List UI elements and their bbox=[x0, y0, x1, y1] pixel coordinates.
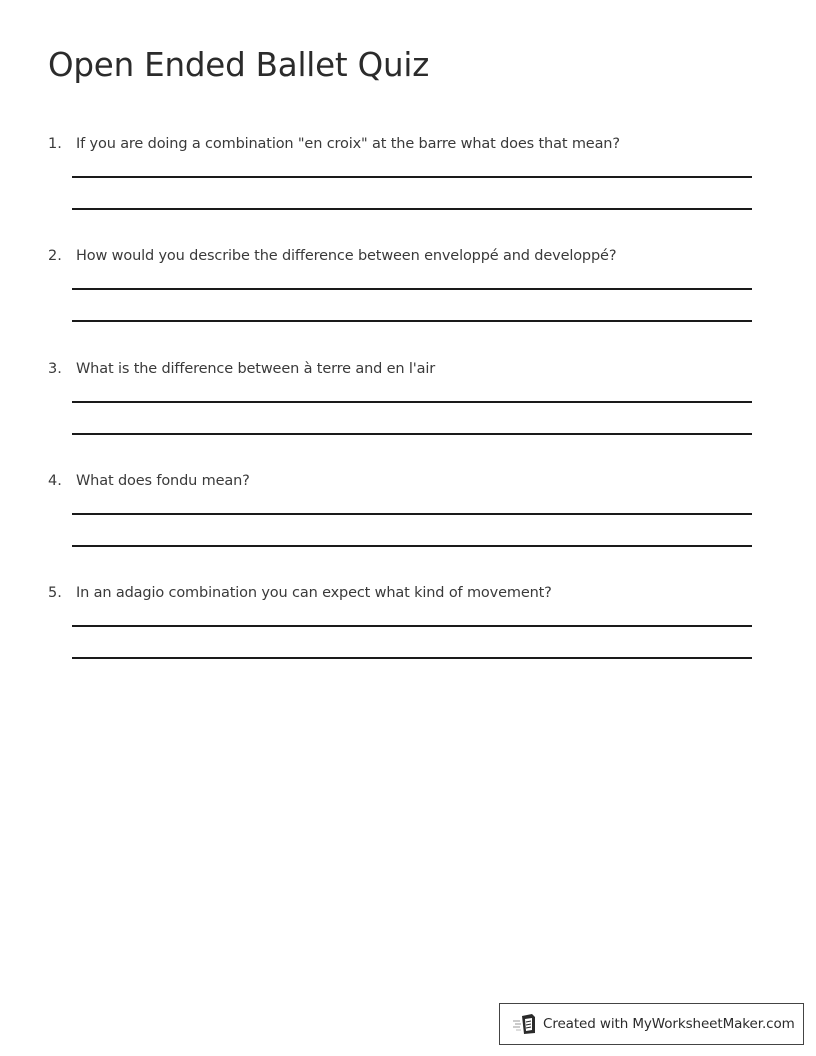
footer-badge bbox=[499, 1003, 804, 1045]
question-number: 1. bbox=[48, 136, 62, 152]
question-text: If you are doing a combination "en croix" at the barre what does that mean? bbox=[76, 136, 620, 152]
answer-line bbox=[72, 176, 752, 178]
answer-line bbox=[72, 545, 752, 547]
question-text: What does fondu mean? bbox=[76, 473, 250, 489]
answer-line bbox=[72, 513, 752, 515]
worksheet-maker-logo-icon bbox=[512, 1013, 538, 1035]
question-number: 4. bbox=[48, 473, 62, 489]
question-2 bbox=[0, 248, 816, 348]
answer-line bbox=[72, 433, 752, 435]
answer-line bbox=[72, 625, 752, 627]
question-number: 5. bbox=[48, 585, 62, 601]
page-title: Open Ended Ballet Quiz bbox=[48, 46, 430, 84]
question-number: 2. bbox=[48, 248, 62, 264]
question-text: In an adagio combination you can expect what kind of movement? bbox=[76, 585, 552, 601]
question-1 bbox=[0, 136, 816, 236]
question-3 bbox=[0, 361, 816, 461]
question-number: 3. bbox=[48, 361, 62, 377]
question-5 bbox=[0, 585, 816, 685]
answer-line bbox=[72, 401, 752, 403]
question-text: What is the difference between à terre and en l'air bbox=[76, 361, 436, 377]
answer-line bbox=[72, 657, 752, 659]
answer-line bbox=[72, 208, 752, 210]
answer-line bbox=[72, 288, 752, 290]
question-text: How would you describe the difference between enveloppé and developpé? bbox=[76, 248, 617, 264]
answer-line bbox=[72, 320, 752, 322]
footer-credit-text: Created with MyWorksheetMaker.com bbox=[543, 1016, 795, 1032]
question-4 bbox=[0, 473, 816, 573]
